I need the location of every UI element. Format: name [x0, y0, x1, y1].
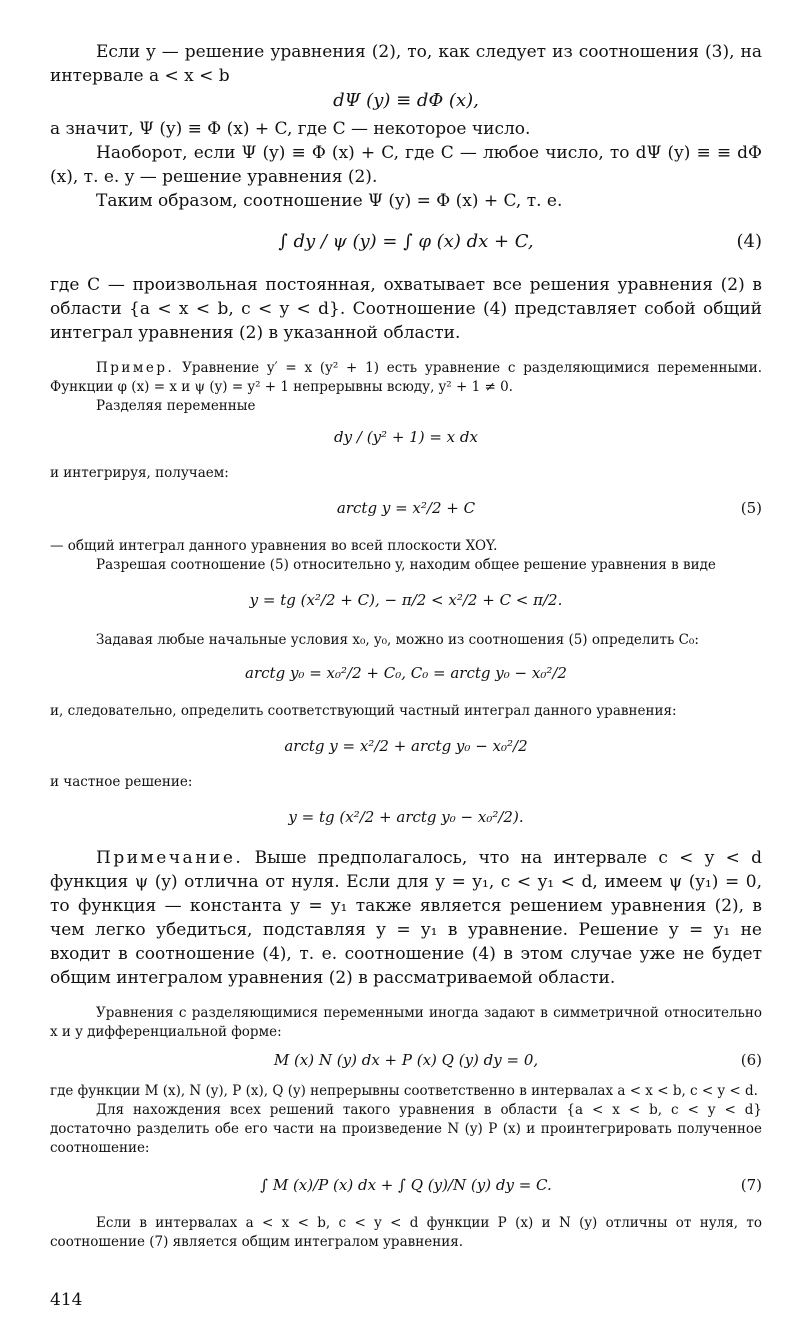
- symmetric-text-4: Если в интервалах a < x < b, c < y < d функции P (x) и N (y) отличны от нуля, то соотношение (7) является общим интегралом уравнения.: [50, 1215, 762, 1250]
- symmetric-text-3: Для нахождения всех решений такого уравнения в области {a < x < b, c < y < d} достаточно разделить обе его части на произведение N (y) P (x) и проинтегрировать полученное соотношение:: [50, 1102, 762, 1156]
- equation-6-number: (6): [740, 1051, 762, 1069]
- example-text-8: и частное решение:: [50, 774, 193, 790]
- equation-4: [50, 225, 762, 259]
- equation-separation: dy / (y² + 1) = x dx: [334, 428, 478, 446]
- note-text: Выше предполагалось, что на интервале c < y < d функция ψ (y) отлична от нуля. Если для y = y₁, c < y₁ < d, имеем ψ (y₁) = 0, то функция — константа y = y₁ также является решением уравнения (2), в чем легко убедиться, подставляя y = y₁ в уравнение. Решение y = y₁ не входит в соотношение (4), т. е. соотношение (4) в этом случае уже не будет общим интегралом уравнения (2) в рассматриваемой области.: [50, 848, 763, 988]
- page-number: 414: [50, 1290, 83, 1310]
- example-label: Пример.: [96, 360, 175, 376]
- paragraph-1: Если y — решение уравнения (2), то, как следует из соотношения (3), на интервале a < x < b: [50, 42, 762, 86]
- example-text-7: и, следовательно, определить соответствующий частный интеграл данного уравнения:: [50, 703, 677, 719]
- equation-dpsi: dΨ (y) ≡ dΦ (x),: [333, 90, 479, 111]
- paragraph-3: Наоборот, если Ψ (y) ≡ Φ (x) + C, где C — любое число, то dΨ (y) ≡ ≡ dΦ (x), т. е. y — решение уравнения (2).: [50, 143, 762, 187]
- example-text-4: — общий интеграл данного уравнения во всей плоскости XOY.: [50, 538, 498, 554]
- equation-4-number: (4): [736, 231, 762, 252]
- equation-6-body: M (x) N (y) dx + P (x) Q (y) dy = 0,: [273, 1051, 539, 1069]
- example-text-2: Разделяя переменные: [96, 398, 256, 414]
- example-text-6: Задавая любые начальные условия x₀, y₀, можно из соотношения (5) определить C₀:: [96, 632, 699, 648]
- paragraph-2: а значит, Ψ (y) ≡ Φ (x) + C, где C — некоторое число.: [50, 119, 531, 139]
- equation-5-body: arctg y = x²/2 + C: [336, 499, 476, 517]
- equation-4-body: ∫ dy / ψ (y) = ∫ φ (x) dx + C,: [278, 231, 534, 252]
- symmetric-text-1: Уравнения с разделяющимися переменными иногда задают в симметричной относительно x и y дифференциальной форме:: [50, 1005, 762, 1040]
- symmetric-text-2: где функции M (x), N (y), P (x), Q (y) непрерывны соответственно в интервалах a < x < b, c < y < d.: [50, 1083, 758, 1099]
- equation-5: [50, 495, 762, 521]
- example-text-5: Разрешая соотношение (5) относительно y, находим общее решение уравнения в виде: [96, 557, 716, 573]
- equation-7-body: ∫ M (x)/P (x) dx + ∫ Q (y)/N (y) dy = C.: [260, 1176, 552, 1194]
- equation-particular-integral: arctg y = x²/2 + arctg y₀ − x₀²/2: [284, 737, 528, 755]
- equation-6: [50, 1048, 762, 1072]
- note-paragraph: [50, 846, 762, 990]
- example-text-3: и интегрируя, получаем:: [50, 465, 229, 481]
- example-intro: [50, 359, 762, 397]
- example-text-1: Уравнение y′ = x (y² + 1) есть уравнение с разделяющимися переменными. Функции φ (x) = x и ψ (y) = y² + 1 непрерывны всюду, y² + 1 ≠ 0.: [50, 360, 762, 395]
- equation-7-number: (7): [740, 1176, 762, 1194]
- equation-5-number: (5): [740, 499, 762, 517]
- equation-particular-solution: y = tg (x²/2 + arctg y₀ − x₀²/2).: [288, 808, 524, 826]
- equation-general-solution: y = tg (x²/2 + C), − π/2 < x²/2 + C < π/2.: [249, 591, 563, 609]
- paragraph-4: Таким образом, соотношение Ψ (y) = Φ (x) + C, т. е.: [96, 191, 563, 211]
- note-label: Примечание.: [96, 848, 244, 868]
- equation-7: [50, 1170, 762, 1200]
- paragraph-5: где C — произвольная постоянная, охватывает все решения уравнения (2) в области {a < x < b, c < y < d}. Соотношение (4) представляет собой общий интеграл уравнения (2) в указанной области.: [50, 275, 762, 343]
- equation-c0: arctg y₀ = x₀²/2 + C₀, C₀ = arctg y₀ − x₀²/2: [245, 664, 567, 682]
